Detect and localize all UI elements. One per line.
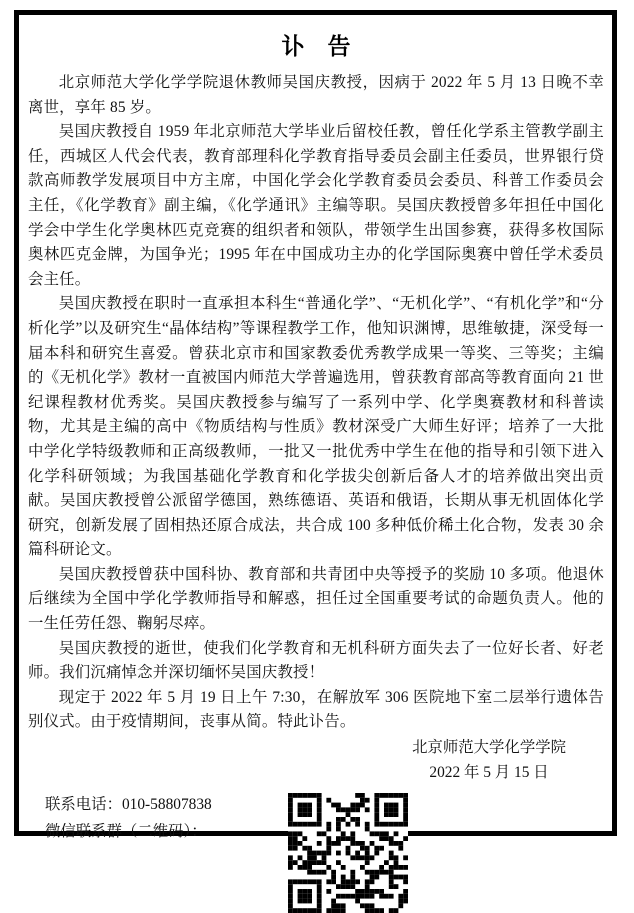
signature-date: 2022 年 5 月 15 日 [429,763,549,781]
document-content [28,15,604,841]
signature-org: 北京师范大学化学学院 [412,739,566,757]
obituary-paragraph-mourning: 吴国庆教授的逝世，使我们化学教育和无机科研方面失去了一位好长者、好老师。我们沉痛悼念并深切缅怀吴国庆教授！ [28,639,604,682]
contact-section [28,791,604,913]
contact-phone-label: 联系电话： [45,796,122,814]
obituary-paragraph-teaching: 吴国庆教授在职时一直承担本科生“普通化学”、“无机化学”、“有机化学”和“分析化学”以及研究生“晶体结构”等课程教学工作，他知识渊博，思维敏捷，深受每一届本科和研究生喜爱。曾获北京市和国家教委优秀教学成果一等奖、三等奖；主编的《无机化学》教材一直被国内师范大学普遍选用，曾获教育部高等教育面向 21 世纪课程教材优秀奖。吴国庆教授参与编写了一系列中学、化学奥赛教材和科普读物，尤其是主编的高中《物质结构与性质》教材深受广大师生好评；培养了一大批中学化学特级教师和正高级教师，一批又一批优秀中学生在他的指导和引领下进入化学科研领域；为我国基础化学教育和化学拔尖创新后备人才的培养做出突出贡献。吴国庆教授曾公派留学德国，熟练德语、英语和俄语，长期从事无机固体化学研究，创新发展了固相热还原合成法，共合成 100 多种低价稀土化合物，发表 30 余篇科研论文。 [28,295,604,559]
contact-wechat-label: 微信联系群（二维码）： [45,823,207,841]
contact-lines [45,791,212,845]
page-title: 讣 告 [281,34,351,59]
contact-phone-number: 010-58807838 [121,796,212,814]
contact-wechat-line [45,818,212,845]
obituary-paragraph-awards: 吴国庆教授曾获中国科协、教育部和共青团中央等授予的奖励 10 多项。他退休后继续为全国中学化学教师指导和解惑，担任过全国重要考试的命题负责人。他的一生任劳任怨、鞠躬尽瘁。 [28,565,604,633]
contact-phone-line [45,791,212,818]
obituary-paragraph-ceremony: 现定于 2022 年 5 月 19 日上午 7:30，在解放军 306 医院地下室二层举行遗体告别仪式。由于疫情期间，丧事从简。特此讣告。 [28,688,604,731]
obituary-paragraph-career: 吴国庆教授自 1959 年北京师范大学毕业后留校任教，曾任化学系主管教学副主任，西城区人代会代表，教育部理科化学教育指导委员会副主任委员，世界银行贷款高师教学发展项目中方主席，中国化学会化学教育委员会委员、科普工作委员会主任，《化学教育》副主编，《化学通讯》主编等职。吴国庆教授曾多年担任中国化学会中学生化学奥林匹克竞赛的组织者和领队，带领学生出国参赛，获得多枚国际奥林匹克金牌，为国争光；1995 年在中国成功主办的化学国际奥赛中曾任学术委员会主任。 [28,123,604,288]
obituary-paragraph-death-notice: 北京师范大学化学学院退休教师吴国庆教授，因病于 2022 年 5 月 13 日晚不幸离世，享年 85 岁。 [28,74,604,116]
signature-block [412,736,566,785]
document-border-frame [14,10,617,841]
wechat-group-qr-code [288,793,408,913]
qr-code-svg [288,793,408,913]
